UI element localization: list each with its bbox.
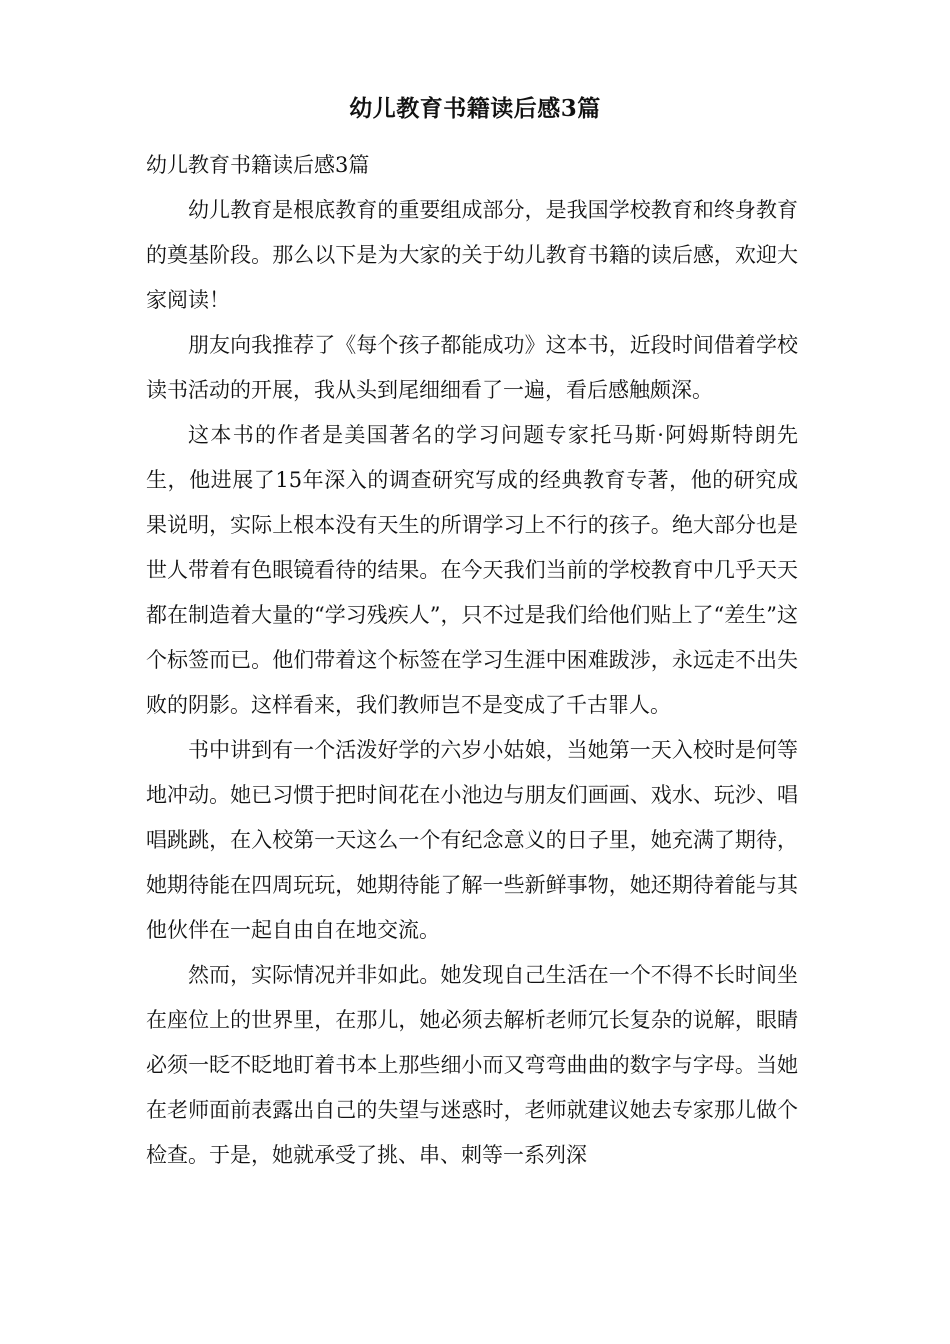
paragraph-recommendation: 朋友向我推荐了《每个孩子都能成功》这本书，近段时间借着学校读书活动的开展，我从头到尾细细看了一遍，看后感触颇深。: [146, 333, 798, 402]
document-body: [146, 143, 798, 1178]
paragraph-reality: 然而，实际情况并非如此。她发现自己生活在一个不得不长时间坐在座位上的世界里，在那儿，她必须去解析老师冗长复杂的说解，眼睛必须一眨不眨地盯着书本上那些细小而又弯弯曲曲的数字与字母。当她在老师面前表露出自己的失望与迷惑时，老师就建议她去专家那儿做个检查。于是，她就承受了挑、串、刺等一系列深: [146, 963, 798, 1167]
paragraph-intro: 幼儿教育是根底教育的重要组成部分，是我国学校教育和终身教育的奠基阶段。那么以下是为大家的关于幼儿教育书籍的读后感，欢迎大家阅读！: [146, 198, 798, 312]
document-subtitle: 幼儿教育书籍读后感3篇: [146, 153, 370, 177]
paragraph-girl-story: 书中讲到有一个活泼好学的六岁小姑娘，当她第一天入校时是何等地冲动。她已习惯于把时间花在小池边与朋友们画画、戏水、玩沙、唱唱跳跳，在入校第一天这么一个有纪念意义的日子里，她充满了期待，她期待能在四周玩玩，她期待能了解一些新鲜事物，她还期待着能与其他伙伴在一起自由自在地交流。: [146, 738, 798, 942]
document-title: 幼儿教育书籍读后感3篇: [349, 95, 601, 122]
paragraph-author: 这本书的作者是美国著名的学习问题专家托马斯·阿姆斯特朗先生，他进展了15年深入的调查研究写成的经典教育专著，他的研究成果说明，实际上根本没有天生的所谓学习上不行的孩子。绝大部分也是世人带着有色眼镜看待的结果。在今天我们当前的学校教育中几乎天天都在制造着大量的“学习残疾人”，只不过是我们给他们贴上了“差生”这个标签而已。他们带着这个标签在学习生涯中困难跋涉，永远走不出失败的阴影。这样看来，我们教师岂不是变成了千古罪人。: [146, 423, 798, 717]
